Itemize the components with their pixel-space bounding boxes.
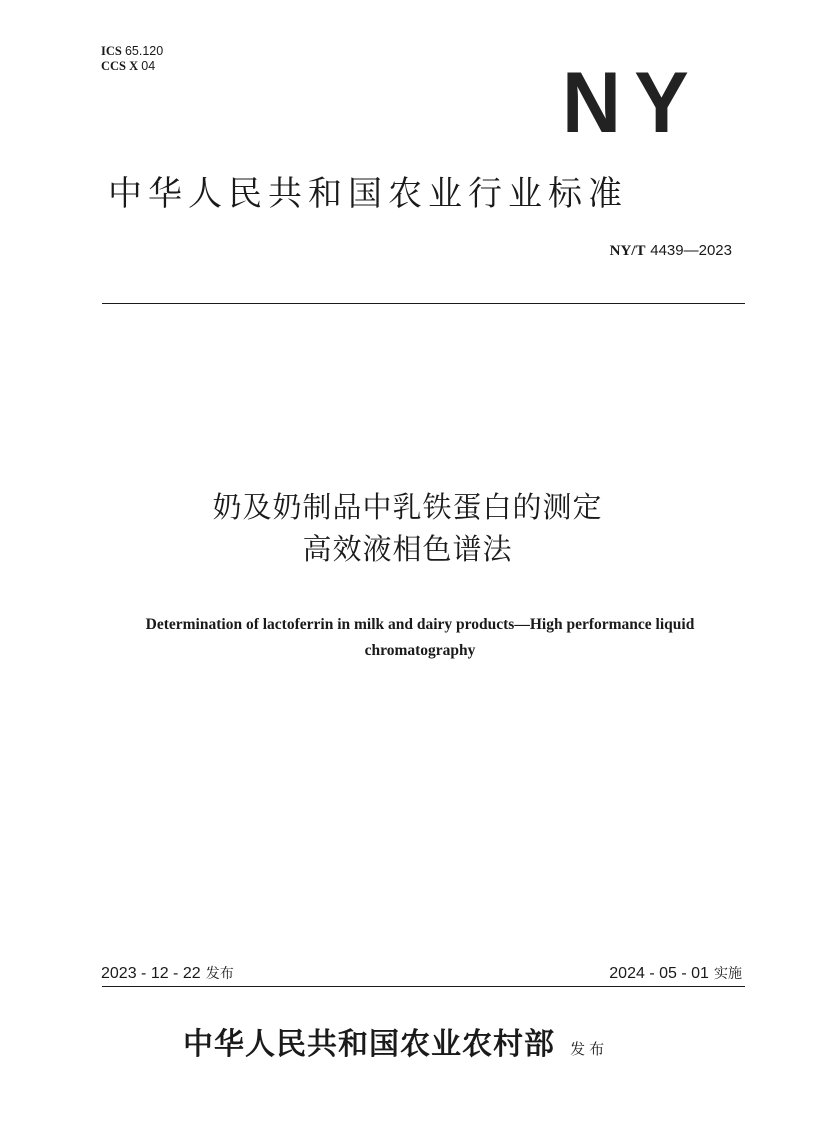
ccs-value: 04 <box>141 59 156 73</box>
issue-date <box>101 962 234 985</box>
ics-value: 65.120 <box>124 44 164 58</box>
standard-code-number: 4439—2023 <box>650 242 732 259</box>
chinese-title-line1: 奶及奶制品中乳铁蛋白的测定 <box>212 490 603 524</box>
standard-code-prefix: NY/T <box>609 243 646 259</box>
publisher-action: 发布 <box>570 1040 609 1058</box>
standard-code <box>610 240 732 261</box>
issue-date-value: 2023 - 12 - 22 <box>101 965 201 982</box>
ics-code <box>101 44 163 59</box>
issue-date-label: 发布 <box>205 966 234 982</box>
english-title: Determination of lactoferrin in milk and dairy products—High performance liquid chromatography <box>145 616 695 659</box>
classification-codes <box>101 44 163 74</box>
publisher-name: 中华人民共和国农业农村部 <box>183 1027 555 1062</box>
ny-logo: NY <box>562 55 703 151</box>
implement-date <box>609 962 742 985</box>
header-divider <box>102 303 745 304</box>
implement-date-label: 实施 <box>714 966 742 982</box>
publisher <box>183 1024 608 1066</box>
chinese-title-line2: 高效液相色谱法 <box>302 532 513 566</box>
chinese-title <box>0 486 815 570</box>
standard-category: 中华人民共和国农业行业标准 <box>108 174 628 214</box>
ccs-code <box>101 59 163 74</box>
implement-date-value: 2024 - 05 - 01 <box>609 965 709 982</box>
ics-label: ICS <box>101 44 122 58</box>
footer-divider <box>102 986 745 987</box>
ccs-label: CCS X <box>101 59 139 73</box>
